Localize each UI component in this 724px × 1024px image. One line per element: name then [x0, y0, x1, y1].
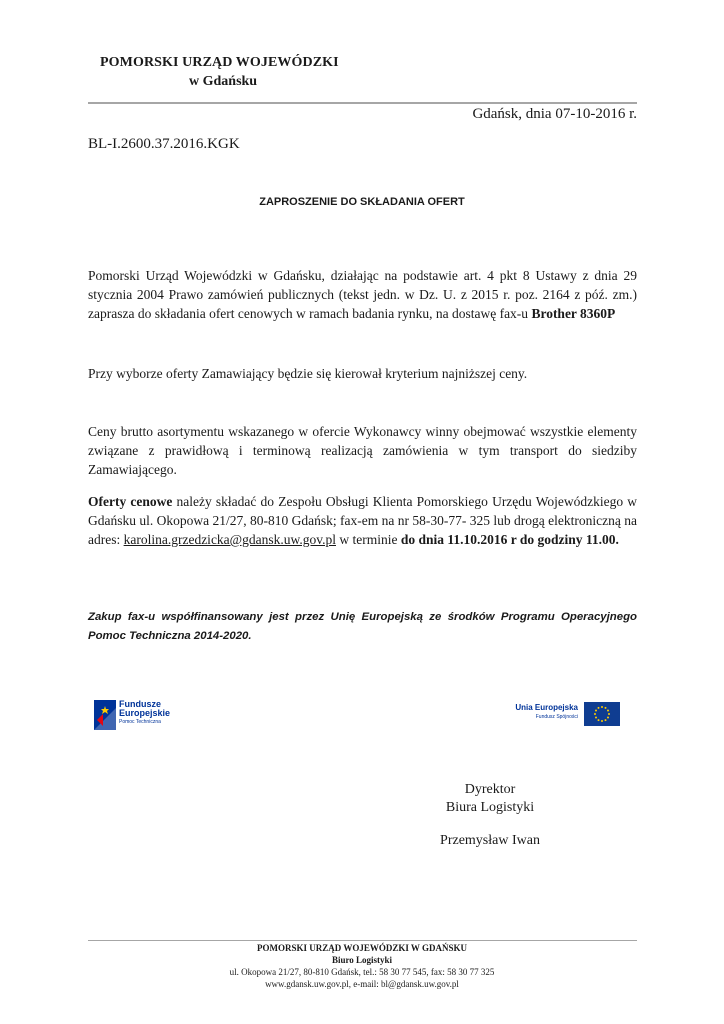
footer-divider	[88, 940, 637, 941]
footer-web: www.gdansk.uw.gov.pl, e-mail: bl@gdansk.uw.gov.pl	[265, 979, 459, 989]
submission-paragraph	[88, 492, 637, 549]
org-name-header: POMORSKI URZĄD WOJEWÓDZKI	[100, 55, 339, 70]
eu-flag-icon	[584, 702, 620, 726]
intro-line	[88, 304, 637, 323]
ue-line2: Fundusz Spójności	[535, 714, 578, 720]
intro-line: Pomorski Urząd Wojewódzki w Gdańsku, działając na podstawie art. 4 pkt 8 Ustawy z dnia 29	[88, 268, 637, 283]
eu-note-line: Pomoc Techniczna 2014-2020.	[88, 630, 252, 642]
signature-name: Przemysław Iwan	[440, 833, 540, 848]
price-line: związane z prawidłową i terminową realizacją zamówienia w tym transport do siedziby	[88, 443, 637, 458]
footer-address: ul. Okopowa 21/27, 80-810 Gdańsk, tel.: 58 30 77 545, fax: 58 30 77 325	[229, 967, 495, 977]
submission-line	[88, 530, 637, 549]
email-link[interactable]: karolina.grzedzicka@gdansk.uw.gov.pl	[123, 532, 336, 547]
reference-number: BL-I.2600.37.2016.KGK	[88, 136, 240, 152]
offers-bold: Oferty cenowe	[88, 494, 173, 509]
fe-emblem-icon	[94, 700, 116, 730]
eu-note-line: Zakup fax-u współfinansowany jest przez Unię Europejską ze środków Programu Operacyjnego	[88, 611, 637, 623]
footer-org: POMORSKI URZĄD WOJEWÓDZKI W GDAŃSKU	[256, 943, 468, 953]
submission-line	[88, 492, 637, 511]
fe-line3: Pomoc Techniczna	[119, 719, 161, 725]
submission-line: Gdańsku ul. Okopowa 21/27, 80-810 Gdańsk; fax-em na nr 58-30-77- 325 lub drogą elektroniczną na	[88, 513, 637, 528]
deadline: do dnia 11.10.2016 r do godziny 11.00.	[400, 532, 619, 547]
header-divider	[88, 102, 637, 104]
product-name: Brother 8360P	[531, 306, 616, 321]
signature-dept: Biura Logistyki	[445, 800, 535, 815]
fe-line2: Europejskie	[119, 708, 171, 718]
eu-funding-note	[88, 608, 637, 646]
price-paragraph	[88, 422, 637, 479]
footer-dept: Biuro Logistyki	[331, 955, 393, 965]
unia-europejska-logo	[510, 700, 622, 728]
intro-line: stycznia 2004 Prawo zamówień publicznych (tekst jedn. w Dz. U. z 2015 r. poz. 2164 z póź. zm.)	[88, 287, 637, 302]
fe-line1: Fundusze	[119, 699, 161, 709]
criterion-paragraph: Przy wyborze oferty Zamawiający będzie się kierował kryterium najniższej ceny.	[88, 366, 528, 381]
submission-text: należy składać do Zespołu Obsługi Klienta Pomorskiego Urzędu Wojewódzkiego w	[172, 494, 637, 509]
ue-line1: Unia Europejska	[515, 703, 578, 712]
fundusze-europejskie-logo	[94, 700, 184, 730]
org-city-header: w Gdańsku	[189, 74, 258, 89]
price-line: Ceny brutto asortymentu wskazanego w ofercie Wykonawcy winny obejmować wszystkie elementy	[88, 424, 637, 439]
document-title: ZAPROSZENIE DO SKŁADANIA OFERT	[259, 196, 465, 208]
intro-text: zaprasza do składania ofert cenowych w ramach badania rynku, na dostawę fax-u	[88, 306, 532, 321]
document-date: Gdańsk, dnia 07-10-2016 r.	[472, 106, 637, 122]
address-prefix: adres:	[88, 532, 124, 547]
price-line: Zamawiającego.	[88, 462, 177, 477]
signature-role: Dyrektor	[464, 782, 516, 797]
intro-paragraph	[88, 266, 637, 323]
deadline-prefix: w terminie	[335, 532, 401, 547]
